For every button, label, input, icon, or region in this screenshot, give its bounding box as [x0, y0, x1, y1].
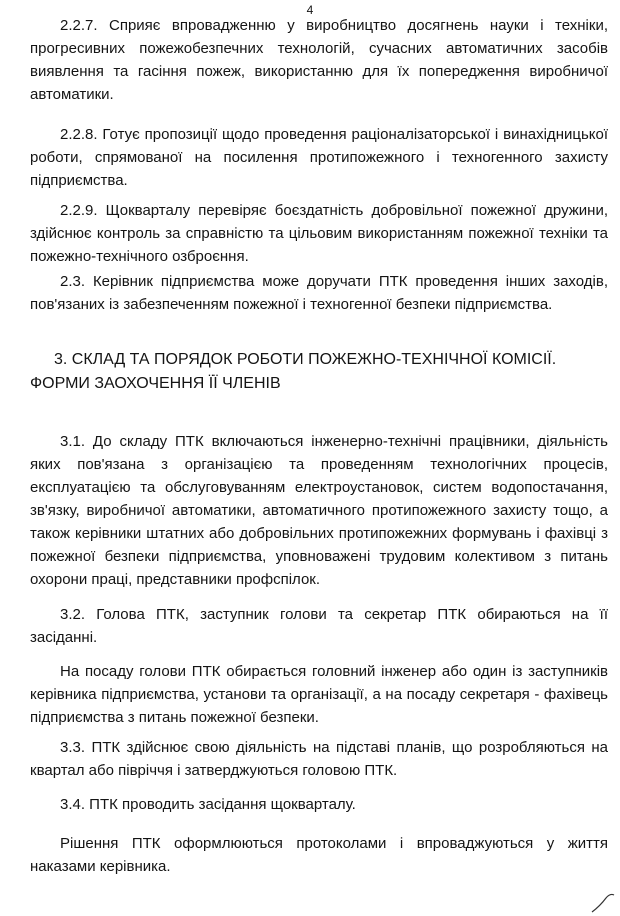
paragraph-decisions: Рішення ПТК оформлюються протоколами і впроваджуються у життя наказами керівника. [30, 835, 608, 875]
paragraph-3-1: 3.1. До складу ПТК включаються інженерно-технічні працівники, діяльність яких пов'язана з організацією та проведенням технологічних процесів, експлуатацією та обслуговуванням електроустановок, систем водопостачання, зв'язку, виробничої автоматики, автоматичного протипожежного захисту тощо, а також керівники штатних або добровільних протипожежних формувань і фахівці з пожежної безпеки підприємства, уповноважені трудовим колективом з питань охорони праці, представники профспілок. [30, 433, 608, 588]
paragraph-2-3: 2.3. Керівник підприємства може доручати ПТК проведення інших заходів, пов'язаних із забезпеченням пожежної і техногенної безпеки підприємства. [30, 273, 608, 313]
paragraph-2-2-7: 2.2.7. Сприяє впровадженню у виробництво досягнень науки і техніки, прогресивних пожежобезпечних технологій, сучасних автоматичних засобів виявлення та гасіння пожеж, використанню для їх попередження виробничої автоматики. [30, 17, 608, 103]
paragraph-3-3: 3.3. ПТК здійснює свою діяльність на підставі планів, що розробляються на квартал або півріччя і затверджуються головою ПТК. [30, 739, 608, 779]
paragraph-2-2-8: 2.2.8. Готує пропозиції щодо проведення раціоналізаторської і винахідницької роботи, спрямованої на посилення протипожежного і техногенного захисту підприємства. [30, 126, 608, 189]
section-heading: 3. СКЛАД ТА ПОРЯДОК РОБОТИ ПОЖЕЖНО-ТЕХНІЧНОЇ КОМІСІЇ. ФОРМИ ЗАОХОЧЕННЯ ЇЇ ЧЛЕНІВ [30, 351, 557, 392]
page-number: 4 [306, 3, 314, 17]
paragraph-3-4: 3.4. ПТК проводить засідання щокварталу. [60, 796, 356, 813]
paragraph-2-2-9: 2.2.9. Щокварталу перевіряє боєздатність добровільної пожежної дружини, здійснює контроль за справністю та цільовим використанням пожежної техніки та пожежно-технічного озброєння. [30, 202, 608, 265]
signature-mark [590, 892, 616, 914]
paragraph-3-2: 3.2. Голова ПТК, заступник голови та секретар ПТК обираються на її засіданні. [30, 606, 608, 646]
paragraph-chair-election: На посаду голови ПТК обирається головний інженер або один із заступників керівника підприємства, установи та організації, а на посаду секретаря - фахівець підприємства з питань пожежної безпеки. [30, 663, 608, 726]
